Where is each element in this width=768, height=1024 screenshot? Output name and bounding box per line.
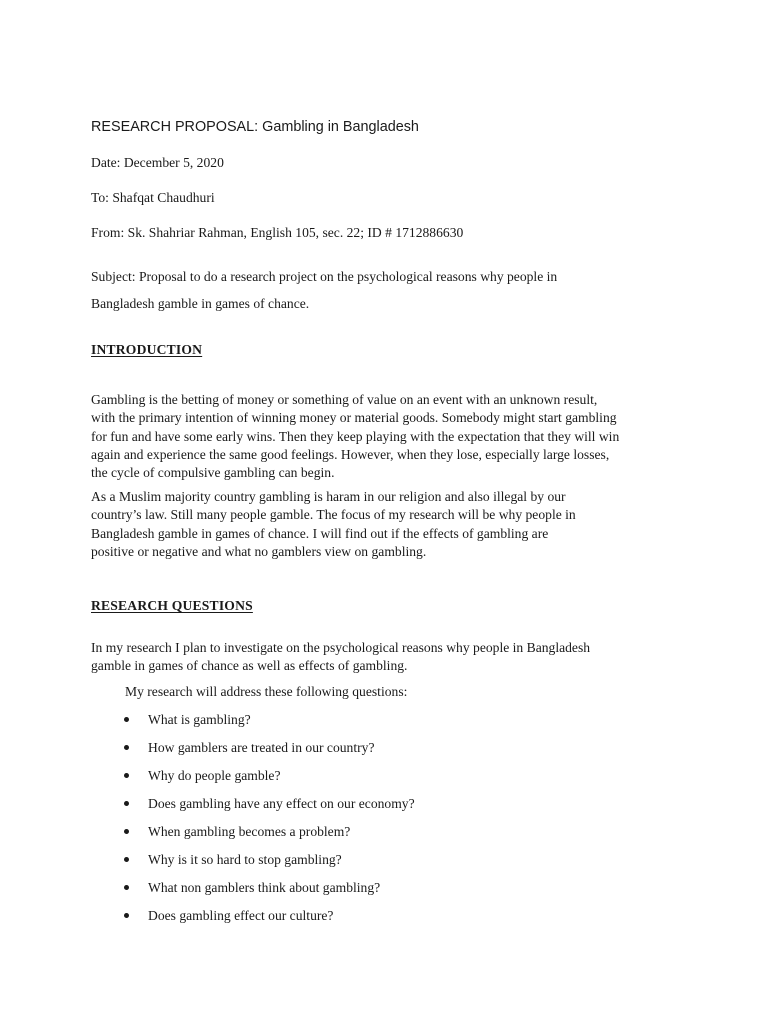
subject-line-1: Subject: Proposal to do a research project on the psychological reasons why people in (91, 269, 558, 284)
introduction-paragraph-2 (91, 488, 731, 561)
paragraph-line: country’s law. Still many people gamble. The focus of my research will be why people in (91, 507, 576, 523)
research-questions-heading: RESEARCH QUESTIONS (91, 598, 253, 613)
paragraph-line: Gambling is the betting of money or something of value on an event with an unknown result, (91, 392, 598, 407)
subject-line-2: Bangladesh gamble in games of chance. (91, 296, 310, 311)
question-text: How gamblers are treated in our country? (148, 740, 375, 755)
list-item (121, 877, 415, 905)
question-text: Does gambling effect our culture? (148, 908, 334, 923)
question-text: Why do people gamble? (148, 768, 281, 783)
introduction-heading: INTRODUCTION (91, 342, 203, 357)
question-text: Does gambling have any effect on our economy? (148, 796, 415, 811)
paragraph-line: In my research I plan to investigate on the psychological reasons why people in Bangladesh (91, 640, 591, 655)
question-text: When gambling becomes a problem? (148, 824, 351, 839)
question-text: Why is it so hard to stop gambling? (148, 852, 342, 867)
paragraph-line: again and experience the same good feelings. However, when they lose, especially large losses, (91, 446, 610, 462)
paragraph-line: Bangladesh gamble in games of chance. I will find out if the effects of gambling are (91, 525, 549, 541)
document-title: RESEARCH PROPOSAL: Gambling in Bangladesh (91, 119, 419, 135)
bullet-icon (124, 885, 129, 890)
from-line: From: Sk. Shahriar Rahman, English 105, sec. 22; ID # 1712886630 (91, 225, 464, 240)
list-item (121, 709, 415, 737)
list-item (121, 765, 415, 793)
bullet-icon (124, 801, 129, 806)
list-item (121, 793, 415, 821)
paragraph-line: gamble in games of chance as well as effects of gambling. (91, 658, 408, 674)
questions-lead: My research will address these following questions: (125, 684, 408, 699)
bullet-icon (124, 913, 129, 918)
to-line: To: Shafqat Chaudhuri (91, 190, 215, 205)
date-line: Date: December 5, 2020 (91, 155, 224, 170)
introduction-paragraph-1 (91, 391, 731, 482)
bullet-icon (124, 829, 129, 834)
questions-list (121, 709, 415, 933)
bullet-icon (124, 773, 129, 778)
bullet-icon (124, 717, 129, 722)
list-item (121, 849, 415, 877)
bullet-icon (124, 745, 129, 750)
paragraph-line: As a Muslim majority country gambling is haram in our religion and also illegal by our (91, 489, 566, 504)
list-item (121, 821, 415, 849)
question-text: What is gambling? (148, 712, 251, 727)
paragraph-line: with the primary intention of winning money or material goods. Somebody might start gambling (91, 410, 617, 426)
paragraph-line: for fun and have some early wins. Then they keep playing with the expectation that they will win (91, 428, 620, 444)
list-item (121, 737, 415, 765)
research-questions-intro (91, 639, 731, 676)
bullet-icon (124, 857, 129, 862)
paragraph-line: the cycle of compulsive gambling can begin. (91, 465, 335, 481)
question-text: What non gamblers think about gambling? (148, 880, 381, 895)
paragraph-line: positive or negative and what no gamblers view on gambling. (91, 543, 427, 559)
list-item (121, 905, 415, 933)
